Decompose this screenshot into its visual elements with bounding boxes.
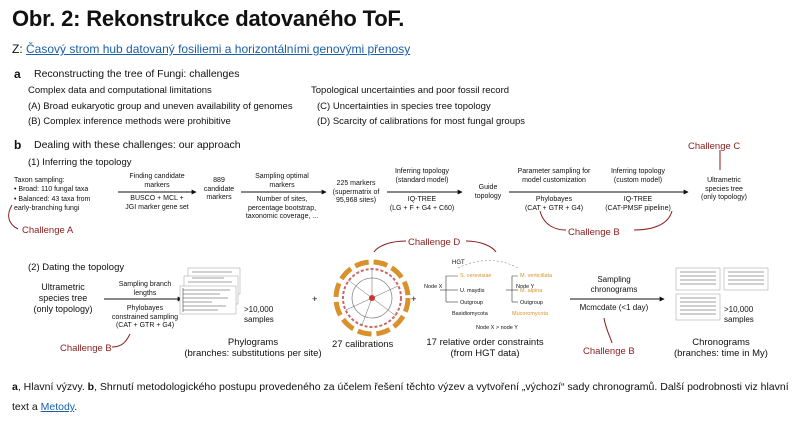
plus-sign-2: + (411, 294, 417, 305)
infer-custom-title: Inferring topology (custom model) (610, 168, 666, 184)
taxon-outgroup-2: Outgroup (520, 300, 543, 306)
basidiomycota-label: Basidiomycota (452, 311, 488, 317)
infer-custom-sub: IQ-TREE (CAT-PMSF pipeline) (605, 196, 671, 212)
hgt-schematic (440, 261, 518, 303)
mucoromycota-label: Mucoromycota (512, 311, 549, 317)
challenge-arrows (9, 150, 720, 347)
panel-b-letter: b (14, 138, 22, 152)
challenge-b-label-3: Challenge B (583, 346, 635, 357)
taxon-m-alpina: M. alpina (520, 288, 543, 294)
ultrametric-tree-1: Ultrametric species tree (only topology) (701, 177, 747, 201)
constraints-label: 17 relative order constraints (from HGT data) (426, 337, 544, 359)
sampling-sub: Number of sites, percentage bootstrap, taxonomic coverage, ... (245, 196, 319, 220)
branch-title: Sampling branch lengths (118, 281, 172, 297)
source-prefix: Z: (12, 42, 23, 56)
source-link[interactable]: Časový strom hub datovaný fosiliemi a horizontálními genovými přenosy (26, 42, 411, 56)
challenge-d-label: Challenge D (408, 237, 461, 248)
panel-a-left-title: Complex data and computational limitations (28, 85, 212, 96)
param-title: Parameter sampling for model customization (517, 168, 591, 184)
candidate-markers-count: 889 candidate markers (203, 177, 235, 201)
infer-standard-sub: IQ-TREE (LG + F + G4 + C60) (389, 196, 455, 212)
param-sub: Phylobayes (CAT + GTR + G4) (524, 196, 584, 212)
chronograms-label: Chronograms (branches: time in My) (674, 337, 768, 359)
taxon-s-cerevisiae: S. cerevisiae (460, 273, 492, 279)
plus-sign-1: + (312, 294, 318, 305)
figure-title: Obr. 2: Rekonstrukce datovaného ToF. (12, 6, 405, 31)
chronogram-samples: >10,000 samples (724, 305, 754, 324)
phylogram-stack (180, 268, 240, 314)
calibration-tree (336, 262, 408, 334)
taxon-broad: • Broad: 110 fungal taxa (14, 186, 89, 193)
phylograms-label: Phylograms (branches: substitutions per site) (184, 337, 322, 359)
ultrametric-tree-2: Ultrametric species tree (only topology) (33, 282, 93, 314)
challenge-c-label: Challenge C (688, 141, 741, 152)
taxon-balanced-1: • Balanced: 43 taxa from (14, 196, 91, 203)
challenge-b-label-2: Challenge B (60, 343, 112, 354)
taxon-title: Taxon sampling: (14, 177, 65, 184)
mcmcdate-label: Mcmcdate (<1 day) (579, 303, 649, 312)
chrono-sampling-title: Sampling chronograms (590, 275, 638, 294)
panel-a-letter: a (14, 67, 21, 81)
panel-b-heading: Dealing with these challenges: our approach (34, 139, 241, 151)
taxon-u-maydis: U. maydis (460, 288, 485, 294)
taxon-m-verticillata: M. verticillata (520, 273, 553, 279)
step2-label: (2) Dating the topology (28, 262, 125, 273)
step1-label: (1) Inferring the topology (28, 157, 132, 168)
chronogram-stack (676, 268, 768, 320)
challenge-b-label-1: Challenge B (568, 227, 620, 238)
calibrations-label: 27 calibrations (332, 339, 394, 350)
taxon-outgroup-1: Outgroup (460, 300, 483, 306)
markers-sub: BUSCO + MCL + JGI marker gene set (125, 195, 189, 211)
hgt-label: HGT (452, 260, 465, 266)
challenge-d-item: (D) Scarcity of calibrations for most fungal groups (317, 116, 526, 127)
phylogram-samples: >10,000 samples (244, 305, 274, 324)
challenge-a-item: (A) Broad eukaryotic group and uneven availability of genomes (28, 101, 293, 112)
panel-a-heading: Reconstructing the tree of Fungi: challenges (34, 68, 240, 80)
node-y-label: Node Y (516, 284, 535, 290)
methods-link[interactable]: Metody (40, 401, 75, 413)
challenge-a-label: Challenge A (22, 225, 74, 236)
markers-title: Finding candidate markers (129, 173, 185, 189)
challenge-b-item: (B) Complex inference methods were prohibitive (28, 116, 231, 127)
infer-standard-title: Inferring topology (standard model) (394, 168, 450, 184)
figure-caption: a, Hlavní výzvy. b, Shrnutí metodologického postupu provedeného za účelem řešení těchto výzev a vytvoření „výchozí“ sady chronogramů. Další podrobnosti viz hlavní text a Metody. (12, 381, 789, 413)
node-x-label: Node X (424, 284, 443, 290)
branch-sub: Phylobayes constrained sampling (CAT + GTR + G4) (111, 305, 179, 329)
challenge-c-item: (C) Uncertainties in species tree topology (317, 101, 491, 112)
sampling-title: Sampling optimal markers (255, 173, 309, 189)
taxon-balanced-2: early-branching fungi (14, 205, 80, 212)
panel-a-right-title: Topological uncertainties and poor fossil record (311, 85, 510, 96)
selected-markers: 225 markers (supermatrix of 95,968 sites) (332, 180, 380, 204)
guide-topology: Guide topology (474, 184, 502, 200)
node-relation-label: Node X > node Y (476, 325, 518, 331)
